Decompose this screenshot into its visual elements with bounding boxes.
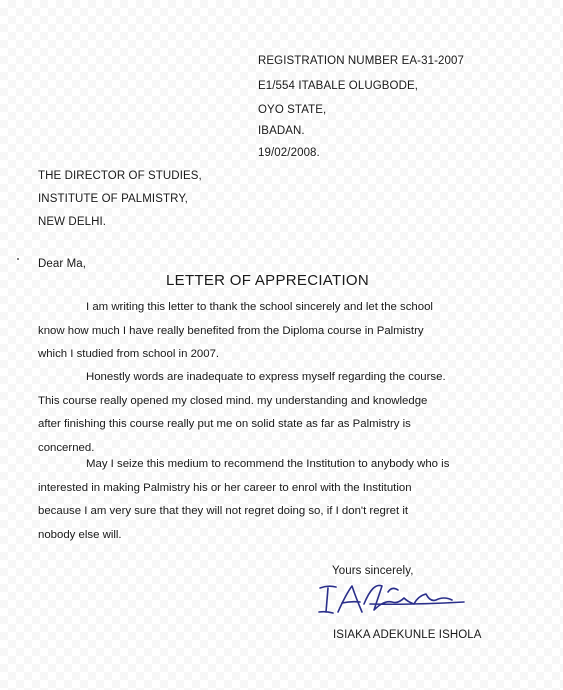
scan-speck [17, 258, 19, 260]
registration-number: REGISTRATION NUMBER EA-31-2007 [258, 55, 465, 67]
paragraph-line: nobody else will. [38, 528, 122, 541]
letter-title: LETTER OF APPRECIATION [166, 272, 370, 289]
handwritten-signature [318, 574, 468, 620]
paragraph-3 [38, 453, 493, 547]
closing: Yours sincerely, [332, 565, 414, 577]
paragraph-line: know how much I have really benefited from the Diploma course in Palmistry [38, 324, 424, 337]
paragraph-line: Honestly words are inadequate to express myself regarding the course. [86, 371, 446, 383]
recipient-line1: THE DIRECTOR OF STUDIES, [38, 170, 202, 182]
paragraph-2 [38, 366, 493, 460]
paragraph-line: interested in making Palmistry his or her career to enrol with the Institution [38, 481, 412, 494]
salutation: Dear Ma, [38, 258, 87, 270]
paragraph-line: This course really opened my closed mind. my understanding and knowledge [38, 394, 428, 407]
paragraph-line: because I am very sure that they will not regret doing so, if I don't regret it [38, 505, 409, 517]
letter-date: 19/02/2008. [258, 147, 320, 159]
paragraph-line: after finishing this course really put me on solid state as far as Palmistry is [38, 418, 411, 430]
paragraph-line: I am writing this letter to thank the school sincerely and let the school [86, 301, 433, 313]
sender-address-line1: E1/554 ITABALE OLUGBODE, [258, 80, 419, 92]
paragraph-line: May I seize this medium to recommend the Institution to anybody who is [86, 458, 450, 470]
paragraph-line: which I studied from school in 2007. [38, 348, 220, 360]
sender-address-line3: IBADAN. [258, 125, 305, 137]
recipient-line3: NEW DELHI. [38, 216, 107, 228]
paragraph-line: concerned. [38, 441, 95, 454]
signatory-name: ISIAKA ADEKUNLE ISHOLA [333, 629, 482, 641]
sender-address-line2: OYO STATE, [258, 104, 327, 116]
recipient-line2: INSTITUTE OF PALMISTRY, [38, 193, 188, 205]
paragraph-1 [38, 296, 493, 367]
